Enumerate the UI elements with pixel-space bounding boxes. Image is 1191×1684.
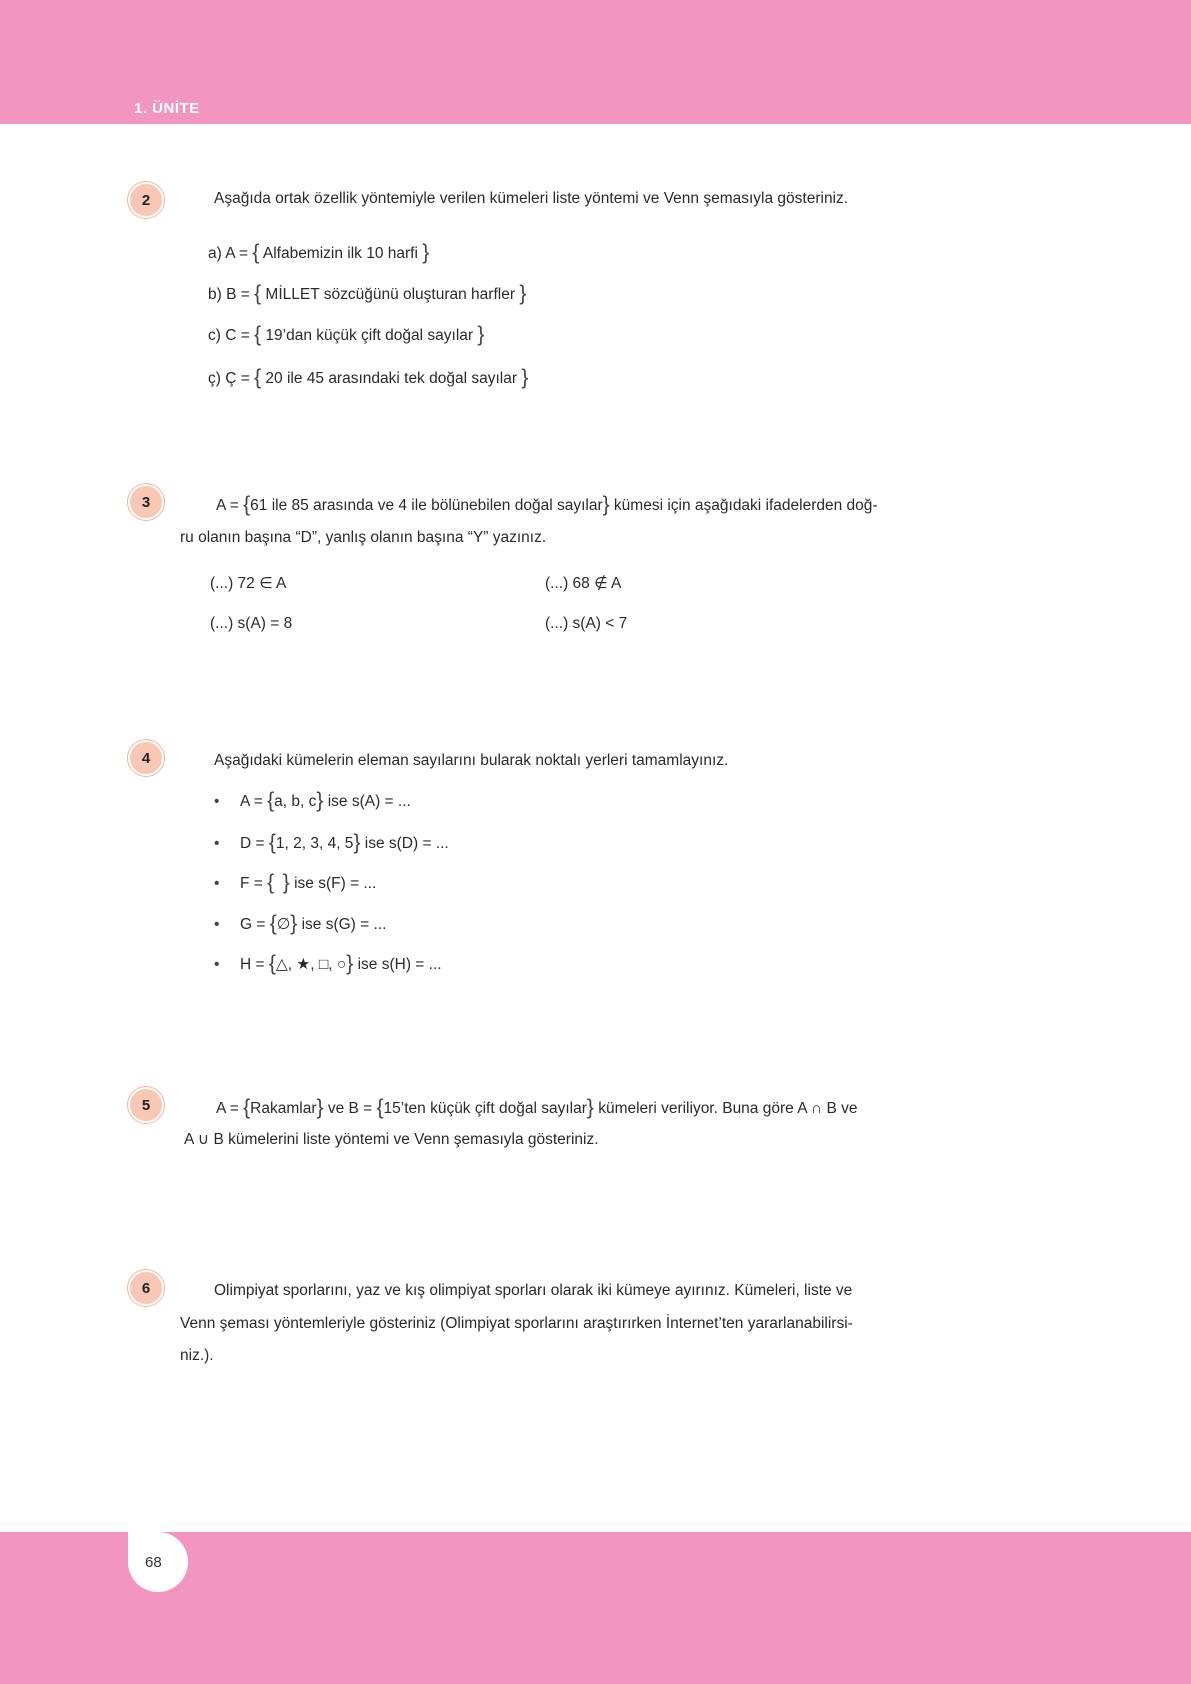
question-3-badge: 3: [128, 484, 164, 520]
question-4-item-1: • A = {a, b, c} ise s(A) = ...: [214, 789, 411, 812]
question-5-line-1: A = {Rakamlar} ve B = {15’ten küçük çift doğal sayılar} kümeleri veriliyor. Buna göre A ∩ B ve: [216, 1096, 858, 1119]
question-4-prompt: Aşağıdaki kümelerin eleman sayılarını bularak noktalı yerleri tamamlayınız.: [214, 752, 729, 769]
question-4-item-5: • H = {△, ★, □, ○} ise s(H) = ...: [214, 952, 442, 975]
question-2-badge: 2: [128, 182, 164, 218]
question-3-statement-3: (...) s(A) = 8: [210, 615, 293, 632]
question-3-line-2: ru olanın başına “D”, yanlış olanın başına “Y” yazınız.: [180, 529, 547, 546]
question-5-line-2: A ∪ B kümelerini liste yöntemi ve Venn şemasıyla gösteriniz.: [184, 1131, 599, 1148]
question-6-line-3: niz.).: [180, 1347, 214, 1364]
question-4-badge: 4: [128, 740, 164, 776]
unit-label: 1. ÜNİTE: [134, 100, 200, 117]
question-2-item-b: b) B = { MİLLET sözcüğünü oluşturan harfler }: [208, 282, 527, 305]
question-6-line-1: Olimpiyat sporlarını, yaz ve kış olimpiyat sporları olarak iki kümeye ayırınız. Kümeleri, liste ve: [214, 1282, 853, 1299]
question-6-badge: 6: [128, 1270, 164, 1306]
question-3-statement-1: (...) 72 ∈ A: [210, 575, 287, 592]
question-2-item-c-cedilla: ç) Ç = { 20 ile 45 arasındaki tek doğal sayılar }: [208, 366, 529, 389]
page-number: 68: [145, 1554, 162, 1571]
question-4-item-2: • D = {1, 2, 3, 4, 5} ise s(D) = ...: [214, 831, 449, 854]
question-4-item-3: • F = { } ise s(F) = ...: [214, 871, 377, 894]
question-2-item-a: a) A = { Alfabemizin ilk 10 harfi }: [208, 241, 430, 264]
question-5-badge: 5: [128, 1087, 164, 1123]
question-3-statement-2: (...) 68 ∉ A: [545, 575, 622, 592]
question-2-prompt: Aşağıda ortak özellik yöntemiyle verilen kümeleri liste yöntemi ve Venn şemasıyla gösteriniz.: [214, 190, 849, 207]
question-2-item-c: c) C = { 19’dan küçük çift doğal sayılar }: [208, 323, 485, 346]
question-6-line-2: Venn şeması yöntemleriyle gösteriniz (Olimpiyat sporlarını araştırırken İnternet’ten yararlanabilirsi-: [180, 1315, 853, 1332]
question-3-statement-4: (...) s(A) < 7: [545, 615, 628, 632]
question-4-item-4: • G = {∅} ise s(G) = ...: [214, 912, 387, 935]
question-3-line-1: A = {61 ile 85 arasında ve 4 ile bölünebilen doğal sayılar} kümesi için aşağıdaki ifadelerden doğ-: [216, 493, 878, 516]
